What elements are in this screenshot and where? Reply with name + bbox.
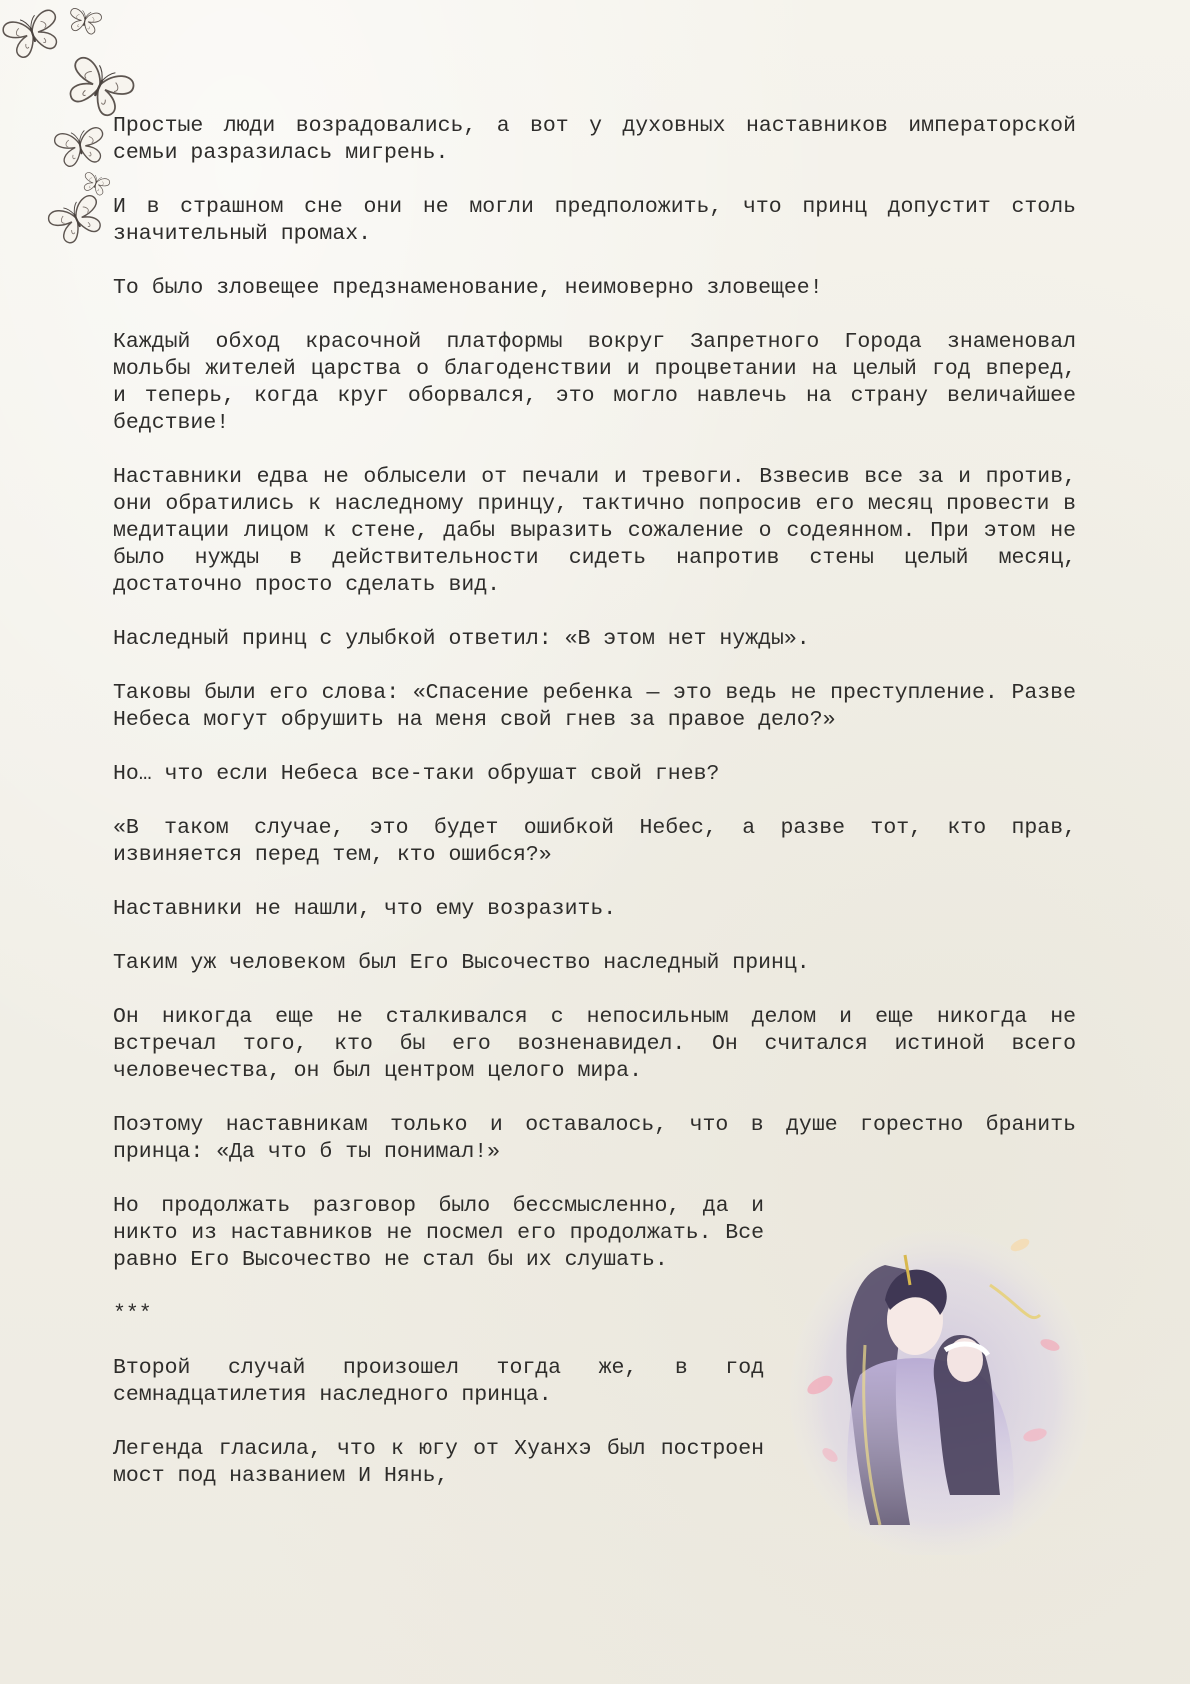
butterfly-icon <box>80 171 110 197</box>
paragraph: То было зловещее предзнаменование, неимоверно зловещее! <box>113 276 823 300</box>
paragraph: Наставники едва не облысели от печали и тревоги. Взвесив все за и против, они обратились к наследному принцу, тактично попросив его месяц провести в медитации лицом к стене, дабы выразить сожаление о содеянном. При этом не было нужды в действительности сидеть напротив стены целый месяц, достаточно просто сделать вид. <box>113 465 1076 597</box>
paragraph: Поэтому наставникам только и оставалось, что в душе горестно бранить принца: «Да что б ты понимал!» <box>113 1113 1076 1164</box>
paragraph: Но продолжать разговор было бессмысленно, да и никто из наставников не посмел его продолжать. Все равно Его Высочество не стал бы их слушать. <box>113 1194 764 1272</box>
paragraph: Каждый обход красочной платформы вокруг Запретного Города знаменовал мольбы жителей царства о благоденствии и процветании на целый год вперед, и теперь, когда круг оборвался, это могло навлечь на страну величайшее бедствие! <box>113 330 1076 435</box>
paragraph: Таким уж человеком был Его Высочество наследный принц. <box>113 951 810 975</box>
paragraph: Наследный принц с улыбкой ответил: «В этом нет нужды». <box>113 627 810 651</box>
paragraph: Он никогда еще не сталкивался с непосильным делом и еще никогда не встречал того, кто бы его возненавидел. Он считался истиной всего человечества, он был центром целого мира. <box>113 1005 1076 1083</box>
scene-break: *** <box>113 1302 152 1326</box>
paragraph: Легенда гласила, что к югу от Хуанхэ был построен мост под названием И Нянь, <box>113 1437 764 1488</box>
paragraph: Простые люди возрадовались, а вот у духовных наставников императорской семьи разразилась мигрень. <box>113 114 1076 165</box>
paragraph: И в страшном сне они не могли предположить, что принц допустит столь значительный промах. <box>113 195 1076 246</box>
illustration-icon <box>790 1225 1090 1555</box>
butterfly-icon <box>67 8 102 36</box>
butterfly-icon <box>54 127 108 169</box>
paragraph: Таковы были его слова: «Спасение ребенка — это ведь не преступление. Разве Небеса могут обрушить на меня свой гнев за правое дело?» <box>113 681 1076 732</box>
butterfly-icon <box>61 55 136 121</box>
butterfly-icon <box>46 193 108 247</box>
paragraph: Второй случай произошел тогда же, в год семнадцатилетия наследного принца. <box>113 1356 764 1407</box>
paragraph: Наставники не нашли, что ему возразить. <box>113 897 617 921</box>
paragraph: «В таком случае, это будет ошибкой Небес, а разве тот, кто прав, извиняется перед тем, кто ошибся?» <box>113 816 1076 867</box>
paragraph: Но… что если Небеса все-таки обрушат свой гнев? <box>113 762 720 786</box>
butterfly-icon <box>1 8 64 61</box>
